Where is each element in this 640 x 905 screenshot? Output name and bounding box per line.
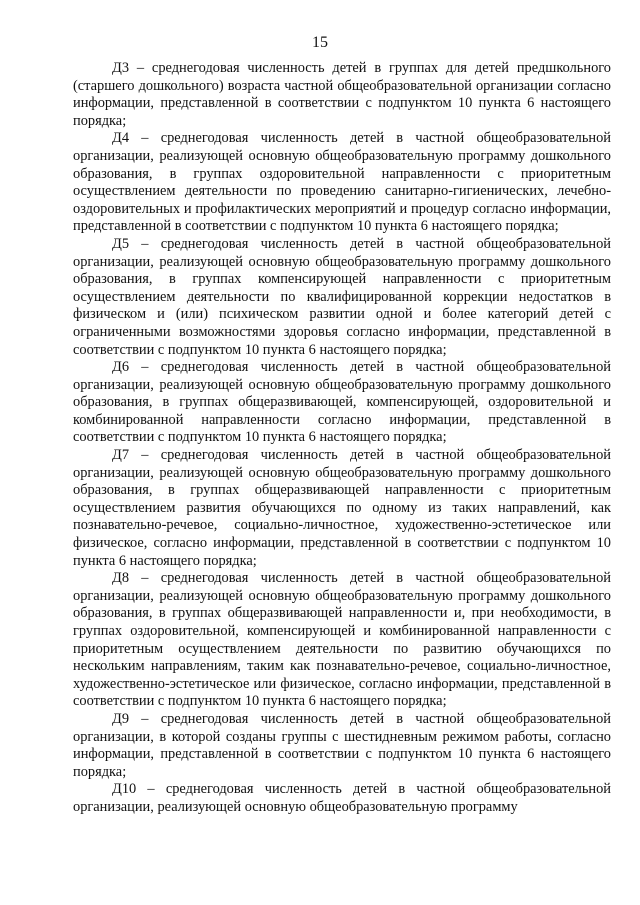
paragraph-d8: Д8 – среднегодовая численность детей в частной общеобразовательной организации, реализующей основную общеобразовательную программу дошкольного образования, в группах общеразвивающей направленности и, при необходимости, в группах оздоровительной, компенсирующей и комбинированной направленности с приоритетным осуществлением деятельности по развитию обучающихся по нескольким направлениям, таким как познавательно-речевое, социально-личностное, художественно-эстетическое или физическое, согласно информации, представленной в соответствии с подпунктом 10 пункта 6 настоящего порядка; bbox=[73, 570, 611, 710]
document-body bbox=[73, 60, 611, 817]
paragraph-d7: Д7 – среднегодовая численность детей в частной общеобразовательной организации, реализующей основную общеобразовательную программу дошкольного образования, в группах общеразвивающей направленности с приоритетным осуществлением развития обучающихся по одному из таких направлений, как познавательно-речевое, социально-личностное, художественно-эстетическое или физическое, согласно информации, представленной в соответствии с подпунктом 10 пункта 6 настоящего порядка; bbox=[73, 447, 611, 569]
paragraph-d5: Д5 – среднегодовая численность детей в частной общеобразовательной организации, реализующей основную общеобразовательную программу дошкольного образования, в группах компенсирующей направленности с приоритетным осуществлением деятельности по квалифицированной коррекции недостатков в физическом и (или) психическом развитии одной и более категорий детей с ограниченными возможностями здоровья согласно информации, представленной в соответствии с подпунктом 10 пункта 6 настоящего порядка; bbox=[73, 235, 611, 358]
paragraph-d6: Д6 – среднегодовая численность детей в частной общеобразовательной организации, реализующей основную общеобразовательную программу дошкольного образования, в группах общеразвивающей, компенсирующей, оздоровительной и комбинированной направленности согласно информации, представленной в соответствии с подпунктом 10 пункта 6 настоящего порядка; bbox=[73, 359, 611, 446]
paragraph-d9: Д9 – среднегодовая численность детей в частной общеобразовательной организации, в которой созданы группы с шестидневным режимом работы, согласно информации, представленной в соответствии с подпунктом 10 пункта 6 настоящего порядка; bbox=[73, 710, 611, 780]
paragraph-d10: Д10 – среднегодовая численность детей в частной общеобразовательной организации, реализующей основную общеобразовательную программу bbox=[73, 781, 611, 815]
paragraph-d4: Д4 – среднегодовая численность детей в частной общеобразовательной организации, реализующей основную общеобразовательную программу дошкольного образования, в группах оздоровительной направленности с приоритетным осуществлением деятельности по проведению санитарно-гигиенических, лечебно-оздоровительных и профилактических мероприятий и процедур согласно информации, представленной в соответствии с подпунктом 10 пункта 6 настоящего порядка; bbox=[73, 130, 611, 235]
paragraph-d3: Д3 – среднегодовая численность детей в группах для детей предшкольного (старшего дошкольного) возраста частной общеобразовательной организации согласно информации, представленной в соответствии с подпунктом 10 пункта 6 настоящего порядка; bbox=[73, 60, 611, 129]
page-number: 15 bbox=[312, 34, 328, 51]
